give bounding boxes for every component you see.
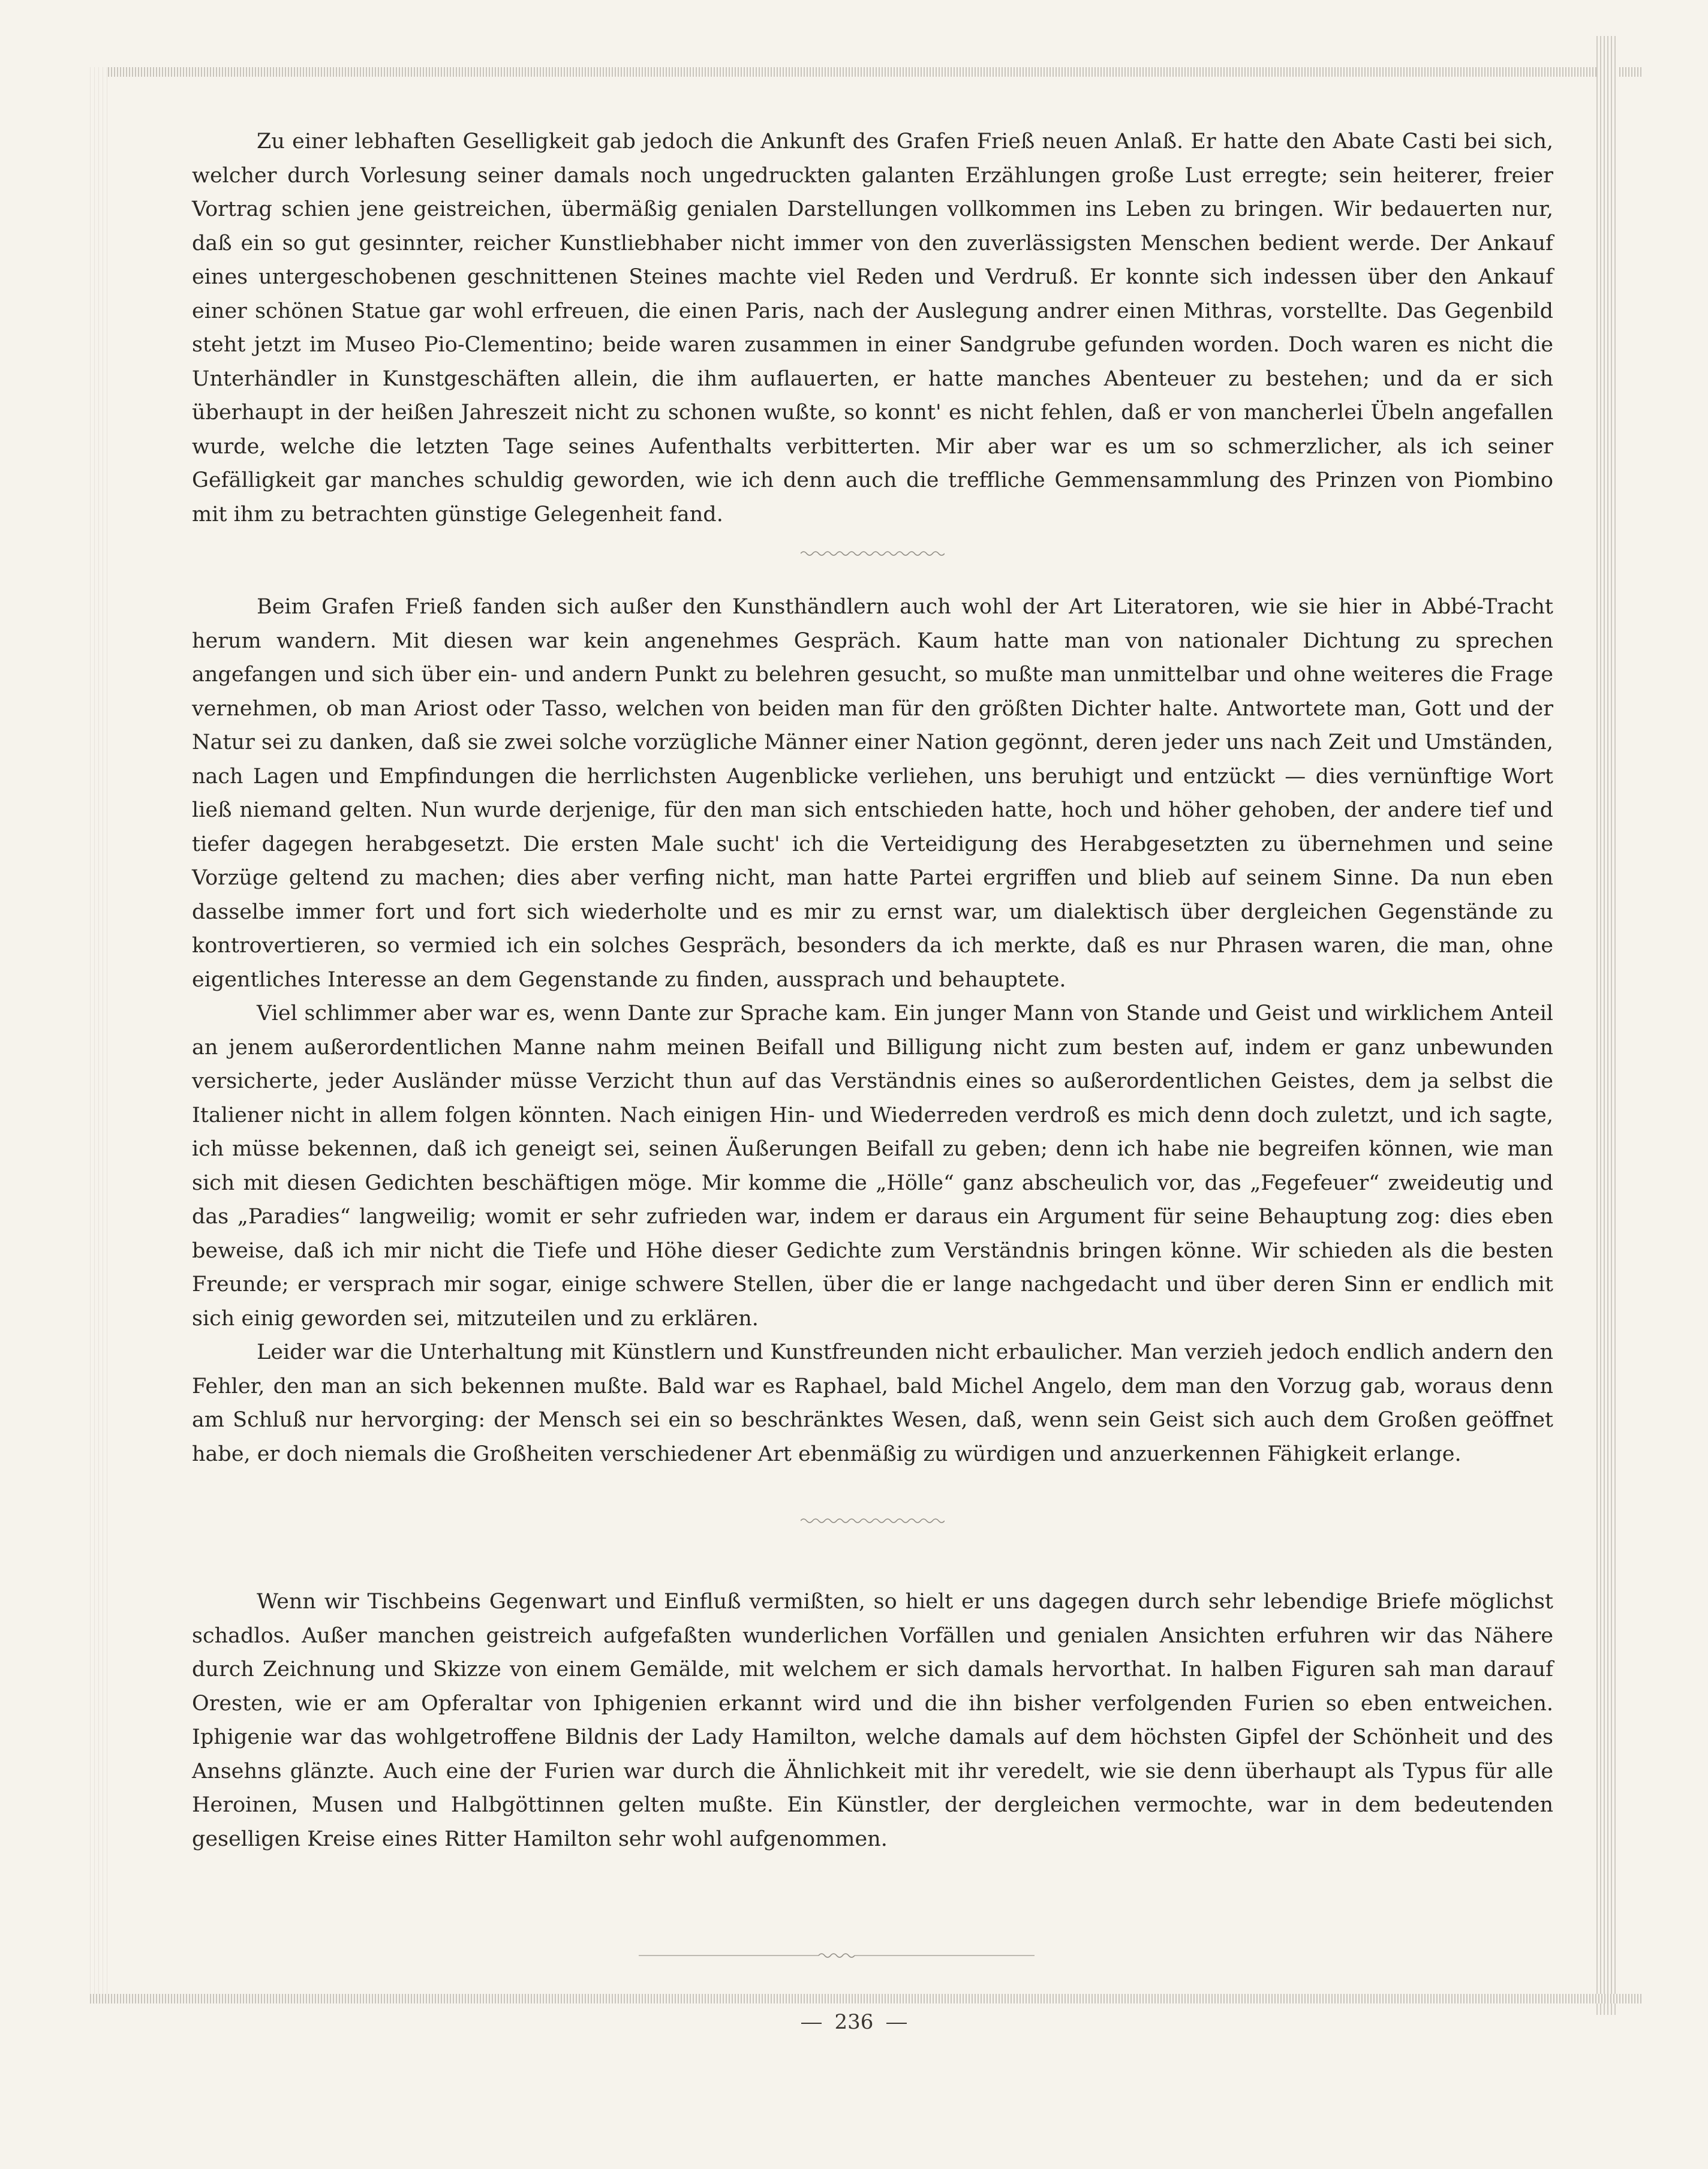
end-ornament-rule <box>639 1952 1035 1959</box>
page-frame-left <box>90 67 108 2004</box>
page-number <box>0 2010 1708 2034</box>
section-divider <box>192 1471 1553 1585</box>
paragraph: Viel schlimmer aber war es, wenn Dante zur Sprache kam. Ein junger Mann von Stande und Geist und wirklichem Anteil an jenem außerordentlichen Manne nahm meinen Beifall und Billigung nicht zum besten auf, indem er ganz unbewunden versicherte, jeder Ausländer müsse Verzicht thun auf das Verständnis eines so außerordentlichen Geistes, dem ja selbst die Italiener nicht in allem folgen könnten. Nach einigen Hin- und Wiederreden verdroß es mich denn doch zuletzt, und ich sagte, ich müsse bekennen, daß ich geneigt sei, seinen Äußerungen Beifall zu geben; denn ich habe nie begreifen können, wie man sich mit diesen Gedichten beschäftigen möge. Mir komme die „Hölle“ ganz abscheulich vor, das „Fegefeuer“ zweideutig und das „Paradies“ langweilig; womit er sehr zufrieden war, indem er daraus ein Argument für seine Behauptung zog: dies eben beweise, daß ich mir nicht die Tiefe und Höhe dieser Gedichte zum Verständnis bringen könne. Wir schieden als die besten Freunde; er versprach mir sogar, einige schwere Stellen, über die er lange nachgedacht und über deren Sinn er endlich mit sich einig geworden sei, mitzuteilen und zu erklären. <box>192 1001 1553 1331</box>
page-number-value: 236 <box>834 2010 874 2034</box>
section-divider <box>192 531 1553 590</box>
wavy-ornament-icon <box>801 1517 945 1525</box>
dash-right <box>886 2023 907 2024</box>
wavy-ornament-icon <box>801 549 945 558</box>
paragraph: Wenn wir Tischbeins Gegenwart und Einfluß vermißten, so hielt er uns dagegen durch sehr lebendige Briefe möglichst schadlos. Außer manchen geistreich aufgefaßten wunderlichen Vorfällen und genialen Ansichten erfuhren wir das Nähere durch Zeichnung und Skizze von einem Gemälde, mit welchem er sich damals hervorthat. In halben Figuren sah man darauf Oresten, wie er am Opferaltar von Iphigenien erkannt wird und die ihn bisher verfolgenden Furien so eben entweichen. Iphigenie war das wohlgetroffene Bildnis der Lady Hamilton, welche damals auf dem höchsten Gipfel der Schönheit und des Ansehns glänzte. Auch eine der Furien war durch die Ähnlichkeit mit ihr veredelt, wie sie denn überhaupt als Typus für alle Heroinen, Musen und Halbgöttinnen gelten mußte. Ein Künstler, der dergleichen vermochte, war in dem bedeutenden geselligen Kreise eines Ritter Hamilton sehr wohl aufgenommen. <box>192 1590 1553 1851</box>
paragraph: Zu einer lebhaften Geselligkeit gab jedoch die Ankunft des Grafen Frieß neuen Anlaß. Er hatte den Abate Casti bei sich, welcher durch Vorlesung seiner damals noch ungedruckten galanten Erzählungen große Lust erregte; sein heiterer, freier Vortrag schien jene geistreichen, übermäßig genialen Darstellungen vollkommen ins Leben zu bringen. Wir bedauerten nur, daß ein so gut gesinnter, reicher Kunstliebhaber nicht immer von den zuverlässigsten Menschen bedient werde. Der Ankauf eines untergeschobenen geschnittenen Steines machte viel Reden und Verdruß. Er konnte sich indessen über den Ankauf einer schönen Statue gar wohl erfreuen, die einen Paris, nach der Auslegung andrer einen Mithras, vorstellte. Das Gegenbild steht jetzt im Museo Pio-Clementino; beide waren zusammen in einer Sandgrube gefunden worden. Doch waren es nicht die Unterhändler in Kunstgeschäften allein, die ihm auflauerten, er hatte manches Abenteuer zu bestehen; und da er sich überhaupt in der heißen Jahreszeit nicht zu schonen wußte, so konnt' es nicht fehlen, daß er von mancherlei Übeln angefallen wurde, welche die letzten Tage seines Aufenthalts verbitterten. Mir aber war es um so schmerzlicher, als ich seiner Gefälligkeit gar manches schuldig geworden, wie ich denn auch die treffliche Gemmensammlung des Prinzen von Piombino mit ihm zu betrachten günstige Gelegenheit fand. <box>192 130 1553 527</box>
page-body <box>192 125 1553 1856</box>
page-frame-top <box>108 67 1643 77</box>
section-2 <box>192 590 1553 1471</box>
dash-left <box>801 2023 822 2024</box>
page-frame-bottom <box>90 1994 1643 2003</box>
page-frame-right <box>1596 36 1618 2015</box>
section-1 <box>192 125 1553 531</box>
section-3 <box>192 1585 1553 1856</box>
paragraph: Beim Grafen Frieß fanden sich außer den Kunsthändlern auch wohl der Art Literatoren, wie sie hier in Abbé-Tracht herum wandern. Mit diesen war kein angenehmes Gespräch. Kaum hatte man von nationaler Dichtung zu sprechen angefangen und sich über ein- und andern Punkt zu belehren gesucht, so mußte man unmittelbar und ohne weiteres die Frage vernehmen, ob man Ariost oder Tasso, welchen von beiden man für den größten Dichter halte. Antwortete man, Gott und der Natur sei zu danken, daß sie zwei solche vorzügliche Männer einer Nation gegönnt, deren jeder uns nach Zeit und Umständen, nach Lagen und Empfindungen die herrlichsten Augenblicke verliehen, uns beruhigt und entzückt — dies vernünftige Wort ließ niemand gelten. Nun wurde derjenige, für den man sich entschieden hatte, hoch und höher gehoben, der andere tief und tiefer dagegen herabgesetzt. Die ersten Male sucht' ich die Verteidigung des Herabgesetzten zu übernehmen und seine Vorzüge geltend zu machen; dies aber verfing nicht, man hatte Partei ergriffen und blieb auf seinem Sinne. Da nun eben dasselbe immer fort und fort sich wiederholte und es mir zu ernst war, um dialektisch über dergleichen Gegenstände zu kontrovertieren, so vermied ich ein solches Gespräch, besonders da ich merkte, daß es nur Phrasen waren, die man, ohne eigentliches Interesse an dem Gegenstande zu finden, aussprach und behauptete. <box>192 595 1553 992</box>
paragraph: Leider war die Unterhaltung mit Künstlern und Kunstfreunden nicht erbaulicher. Man verzieh jedoch endlich andern den Fehler, den man an sich bekennen mußte. Bald war es Raphael, bald Michel Angelo, dem man den Vorzug gab, woraus denn am Schluß nur hervorging: der Mensch sei ein so beschränktes Wesen, daß, wenn sein Geist sich auch dem Großen geöffnet habe, er doch niemals die Großheiten verschiedener Art ebenmäßig zu würdigen und anzuerkennen Fähigkeit erlange. <box>192 1340 1553 1466</box>
